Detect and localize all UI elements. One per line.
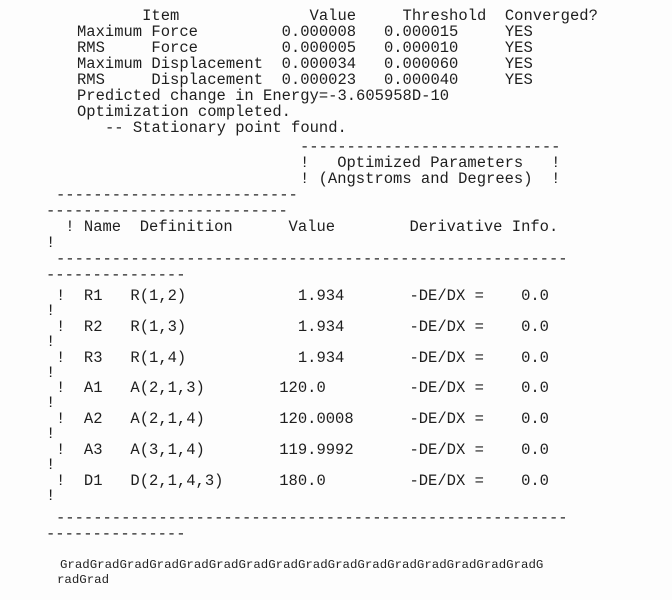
convergence-row: RMS Force 0.000005 0.000010 YES — [77, 39, 533, 57]
param-table-separator-wrapped: --------------- — [46, 266, 186, 284]
convergence-header-line: Item Value Threshold Converged? — [77, 7, 598, 25]
convergence-row: RMS Displacement 0.000023 0.000040 YES — [77, 71, 533, 89]
closing-separator-wrapped: --------------- — [46, 525, 186, 543]
param-row: ! A3 A(3,1,4) 119.9992 -DE/DX = 0.0 — [56, 441, 549, 459]
param-row: ! A2 A(2,1,4) 120.0008 -DE/DX = 0.0 — [56, 410, 549, 428]
stationary-point-line: -- Stationary point found. — [105, 119, 347, 137]
param-row-wrap-bang: ! — [46, 394, 56, 412]
param-table-header-wrap-bang: ! — [46, 234, 56, 252]
param-table-header-line: ! Name Definition Value Derivative Info. — [56, 218, 559, 236]
param-row-wrap-bang: ! — [46, 425, 56, 443]
grad-footer-line-wrapped: radGrad — [57, 573, 110, 587]
param-row: ! R2 R(1,3) 1.934 -DE/DX = 0.0 — [56, 318, 549, 336]
left-border-dashes-wrapped: -------------------------- — [46, 202, 288, 220]
param-row: ! A1 A(2,1,3) 120.0 -DE/DX = 0.0 — [56, 379, 549, 397]
convergence-row: Maximum Displacement 0.000034 0.000060 YES — [77, 55, 533, 73]
param-box-title: ! Optimized Parameters ! — [300, 154, 561, 172]
left-border-dashes: -------------------------- — [56, 186, 298, 204]
param-table-separator: ------------------------------------------------------- — [56, 250, 568, 268]
param-row-wrap-bang: ! — [46, 364, 56, 382]
param-row-wrap-bang: ! — [46, 302, 56, 320]
param-box-top-border: ---------------------------- — [300, 138, 561, 156]
convergence-row: Maximum Force 0.000008 0.000015 YES — [77, 23, 533, 41]
param-box-subtitle: ! (Angstroms and Degrees) ! — [300, 170, 561, 188]
param-row-wrap-bang: ! — [46, 333, 56, 351]
param-row-wrap-bang: ! — [46, 456, 56, 474]
param-row: ! R1 R(1,2) 1.934 -DE/DX = 0.0 — [56, 287, 549, 305]
param-row: ! D1 D(2,1,4,3) 180.0 -DE/DX = 0.0 — [56, 472, 549, 490]
predicted-change-line: Predicted change in Energy=-3.605958D-10 — [77, 87, 450, 105]
param-row-wrap-bang: ! — [46, 487, 56, 505]
optimization-completed-line: Optimization completed. — [77, 103, 291, 121]
param-row: ! R3 R(1,4) 1.934 -DE/DX = 0.0 — [56, 349, 549, 367]
grad-footer-line: GradGradGradGradGradGradGradGradGradGradGradGradGradGradGradGradG — [60, 558, 544, 572]
closing-separator: ------------------------------------------------------- — [56, 509, 568, 527]
